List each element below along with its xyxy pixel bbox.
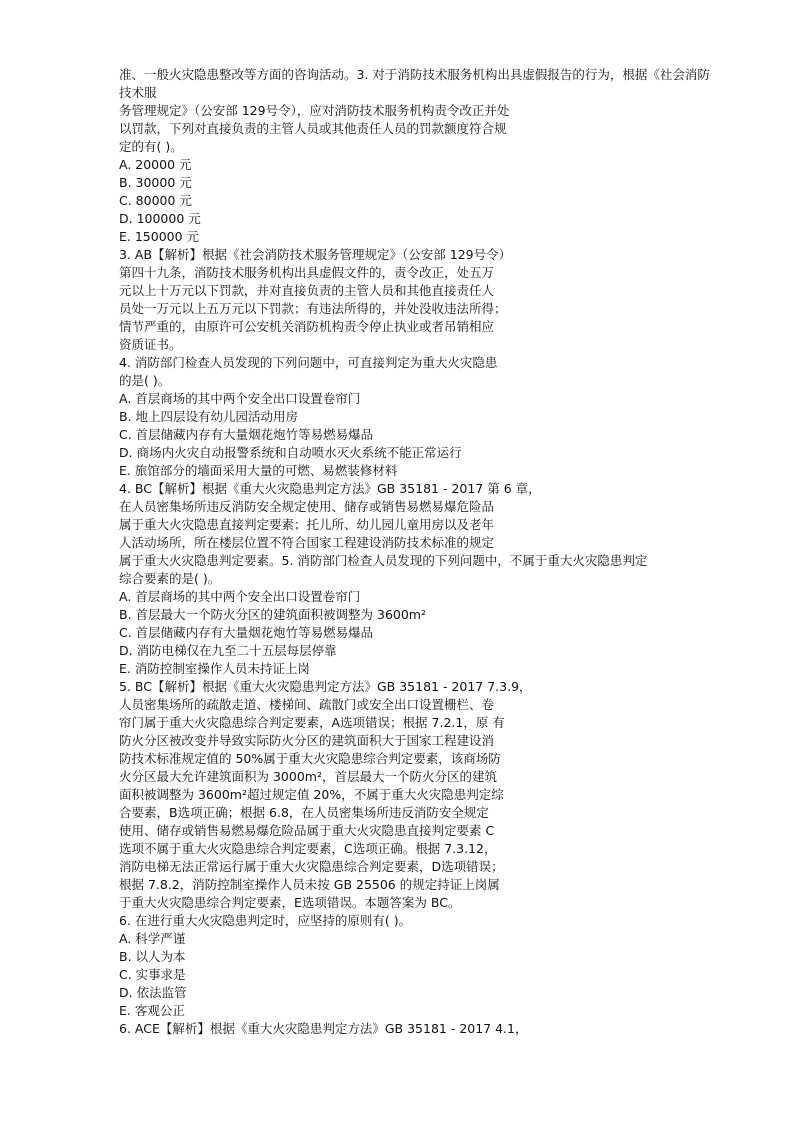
text-line: 防火分区被改变并导致实际防火分区的建筑面积大于国家工程建设消 xyxy=(119,733,495,748)
option-line: E. 150000 元 xyxy=(119,229,200,244)
option-line: C. 实事求是 xyxy=(119,967,186,982)
text-line: 属于重大火灾隐患判定要素。5. 消防部门检查人员发现的下列问题中，不属于重大火灾隐患判定 xyxy=(119,553,648,568)
option-line: E. 消防控制室操作人员未持证上岗 xyxy=(119,661,310,676)
option-line: A. 首层商场的其中两个安全出口设置卷帘门 xyxy=(119,391,361,406)
option-line: D. 100000 元 xyxy=(119,211,201,226)
text-line: 员处一万元以上五万元以下罚款；有违法所得的，并处没收违法所得； xyxy=(119,301,507,316)
text-line: 定的有( )。 xyxy=(119,139,183,154)
option-line: C. 首层储藏内存有大量烟花炮竹等易燃易爆品 xyxy=(119,427,374,442)
text-line: 以罚款，下列对直接负责的主管人员或其他责任人员的罚款额度符合规 xyxy=(119,121,507,136)
text-line: 技术服 xyxy=(119,85,157,100)
option-line: D. 商场内火灾自动报警系统和自动喷水灭火系统不能正常运行 xyxy=(119,445,462,460)
text-line: 面积被调整为 3600m²超过规定值 20%，不属于重大火灾隐患判定综 xyxy=(119,787,504,802)
text-line: 属于重大火灾隐患直接判定要素；托儿所、幼儿园儿童用房以及老年 xyxy=(119,517,495,532)
answer-line: 3. AB【解析】根据《社会消防技术服务管理规定》（公安部 129号令） xyxy=(119,247,512,262)
option-line: B. 30000 元 xyxy=(119,175,192,190)
text-line: 于重大火灾隐患综合判定要素，E选项错误。本题答案为 BC。 xyxy=(119,895,461,910)
question-line: 6. 在进行重大火灾隐患判定时，应坚持的原则有( )。 xyxy=(119,913,412,928)
text-line: 综合要素的是( )。 xyxy=(119,571,221,586)
text-line: 在人员密集场所违反消防安全规定使用、储存或销售易燃易爆危险品 xyxy=(119,499,495,514)
text-line: 防技术标准规定值的 50%属于重大火灾隐患综合判定要素，该商场防 xyxy=(119,751,501,766)
option-line: A. 20000 元 xyxy=(119,157,192,172)
question-line: 4. 消防部门检查人员发现的下列问题中，可直接判定为重大火灾隐患 xyxy=(119,355,498,370)
answer-line: 5. BC【解析】根据《重大火灾隐患判定方法》GB 35181 - 2017 7.3.9， xyxy=(119,679,532,694)
text-line: 情节严重的，由原许可公安机关消防机构责令停止执业或者吊销相应 xyxy=(119,319,495,334)
option-line: E. 客观公正 xyxy=(119,1003,185,1018)
text-line: 第四十九条，消防技术服务机构出具虚假文件的，责令改正，处五万 xyxy=(119,265,495,280)
option-line: B. 以人为本 xyxy=(119,949,186,964)
text-line: 准、一般火灾隐患整改等方面的咨询活动。3. 对于消防技术服务机构出具虚假报告的行为，根据《社会消防 xyxy=(119,67,710,82)
option-line: A. 科学严谨 xyxy=(119,931,186,946)
text-line: 使用、储存或销售易燃易爆危险品属于重大火灾隐患直接判定要素 C xyxy=(119,823,495,838)
answer-line: 4. BC【解析】根据《重大火灾隐患判定方法》GB 35181 - 2017 第 6 章， xyxy=(119,481,541,496)
option-line: E. 旅馆部分的墙面采用大量的可燃、易燃装修材料 xyxy=(119,463,398,478)
text-line: 帘门属于重大火灾隐患综合判定要素，A选项错误；根据 7.2.1，原 有 xyxy=(119,715,505,730)
text-line: 人活动场所，所在楼层位置不符合国家工程建设消防技术标准的规定 xyxy=(119,535,495,550)
text-line: 消防电梯无法正常运行属于重大火灾隐患综合判定要素，D选项错误； xyxy=(119,859,504,874)
text-line: 的是( )。 xyxy=(119,373,171,388)
option-line: B. 首层最大一个防火分区的建筑面积被调整为 3600m² xyxy=(119,607,426,622)
text-line: 资质证书。 xyxy=(119,337,182,352)
text-line: 元以上十万元以下罚款，并对直接负责的主管人员和其他直接责任人 xyxy=(119,283,495,298)
text-line: 人员密集场所的疏散走道、楼梯间、疏散门或安全出口设置栅栏、卷 xyxy=(119,697,495,712)
option-line: B. 地上四层设有幼儿园活动用房 xyxy=(119,409,299,424)
answer-line: 6. ACE【解析】根据《重大火灾隐患判定方法》GB 35181 - 2017 4.1， xyxy=(119,1021,528,1036)
text-line: 根据 7.8.2，消防控制室操作人员未按 GB 25506 的规定持证上岗属 xyxy=(119,877,500,892)
text-line: 火分区最大允许建筑面积为 3000m²，首层最大一个防火分区的建筑 xyxy=(119,769,497,784)
text-line: 选项不属于重大火灾隐患综合判定要素，C选项正确。根据 7.3.12， xyxy=(119,841,497,856)
option-line: C. 80000 元 xyxy=(119,193,192,208)
text-line: 合要素，B选项正确；根据 6.8，在人员密集场所违反消防安全规定 xyxy=(119,805,489,820)
option-line: D. 依法监管 xyxy=(119,985,187,1000)
option-line: D. 消防电梯仅在九至二十五层每层停靠 xyxy=(119,643,337,658)
option-line: A. 首层商场的其中两个安全出口设置卷帘门 xyxy=(119,589,361,604)
text-line: 务管理规定》（公安部 129号令），应对消防技术服务机构责令改正并处 xyxy=(119,103,510,118)
option-line: C. 首层储藏内存有大量烟花炮竹等易燃易爆品 xyxy=(119,625,374,640)
